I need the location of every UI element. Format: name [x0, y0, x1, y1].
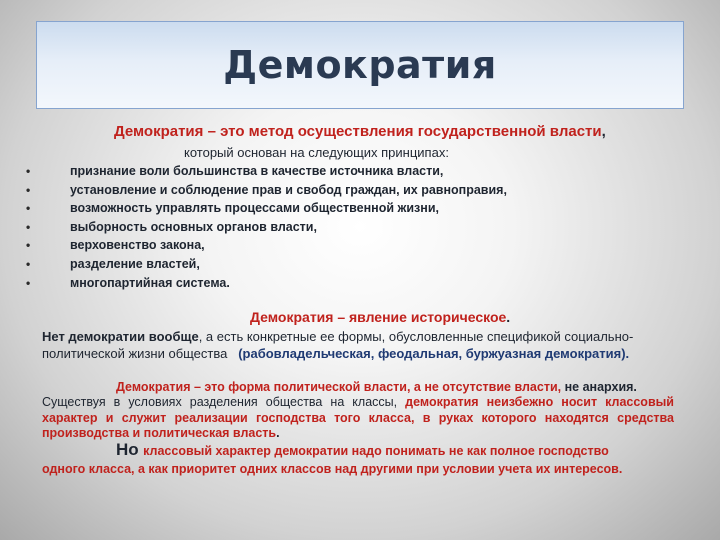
bullet-icon: • [26, 201, 31, 216]
list-item [26, 236, 507, 255]
title-box [36, 21, 684, 109]
definition-main: Демократия – это метод осуществления государственной власти [114, 123, 602, 140]
definition-line [114, 123, 674, 140]
list-item-text: возможность управлять процессами общественной жизни, [70, 201, 439, 216]
para2-red: демократия неизбежно носит классовый характер и служит реализации господства того класса, в руках которого находятся средства производства и политическая власть [42, 395, 674, 440]
bullet-icon: • [26, 182, 31, 197]
form-main: Демократия – это форма политической власти, а не отсутствие власти, [116, 380, 562, 394]
list-item-text: многопартийная система. [70, 275, 230, 290]
bullet-icon: • [26, 238, 31, 253]
final-line-2: одного класса, а как приоритет одних классов над другими при условии учета их интересов. [42, 462, 623, 476]
historical-heading [250, 309, 510, 325]
list-item-text: признание воли большинства в качестве источника власти, [70, 164, 444, 178]
bullet-icon: • [26, 219, 31, 234]
para2-plain: Существуя в условиях разделения общества на классы, [42, 395, 398, 409]
paragraph-class [42, 395, 674, 442]
bullet-icon: • [26, 256, 31, 271]
list-item [26, 255, 507, 274]
para2-dot: . [276, 426, 280, 440]
historical-dot: . [506, 309, 511, 325]
list-item-text: установление и соблюдение прав и свобод граждан, их равноправия, [70, 182, 507, 197]
final-no: Но [116, 440, 139, 459]
page-title: Демократия [223, 43, 497, 87]
list-item [26, 274, 507, 293]
list-item [26, 218, 507, 237]
list-item [26, 199, 507, 218]
list-item-text: верховенство закона, [70, 238, 205, 253]
form-na: не анархия. [564, 380, 637, 394]
definition-tail: , [601, 123, 606, 140]
bullet-icon: • [26, 164, 31, 178]
list-item [26, 162, 507, 181]
list-item [26, 181, 507, 200]
historical-main: Демократия – явление историческое [250, 309, 507, 325]
form-line [116, 380, 637, 394]
para1-lead: Нет демократии вообще [42, 329, 199, 344]
definition-sub: который основан на следующих принципах: [184, 145, 449, 160]
para1-rest: , а есть конкретные ее формы, обусловленные спецификой социально-политической жизни общества [42, 329, 634, 361]
principles-list [26, 162, 507, 292]
final-line-1 [116, 440, 609, 460]
para1-bracket: (рабовладельческая, феодальная, буржуазная демократия). [238, 345, 630, 361]
final-line1-text: классовый характер демократии надо понимать не как полное господство [143, 444, 609, 458]
paragraph-forms [42, 329, 682, 362]
list-item-text: выборность основных органов власти, [70, 219, 317, 234]
bullet-icon: • [26, 275, 31, 290]
list-item-text: разделение властей, [70, 256, 200, 271]
